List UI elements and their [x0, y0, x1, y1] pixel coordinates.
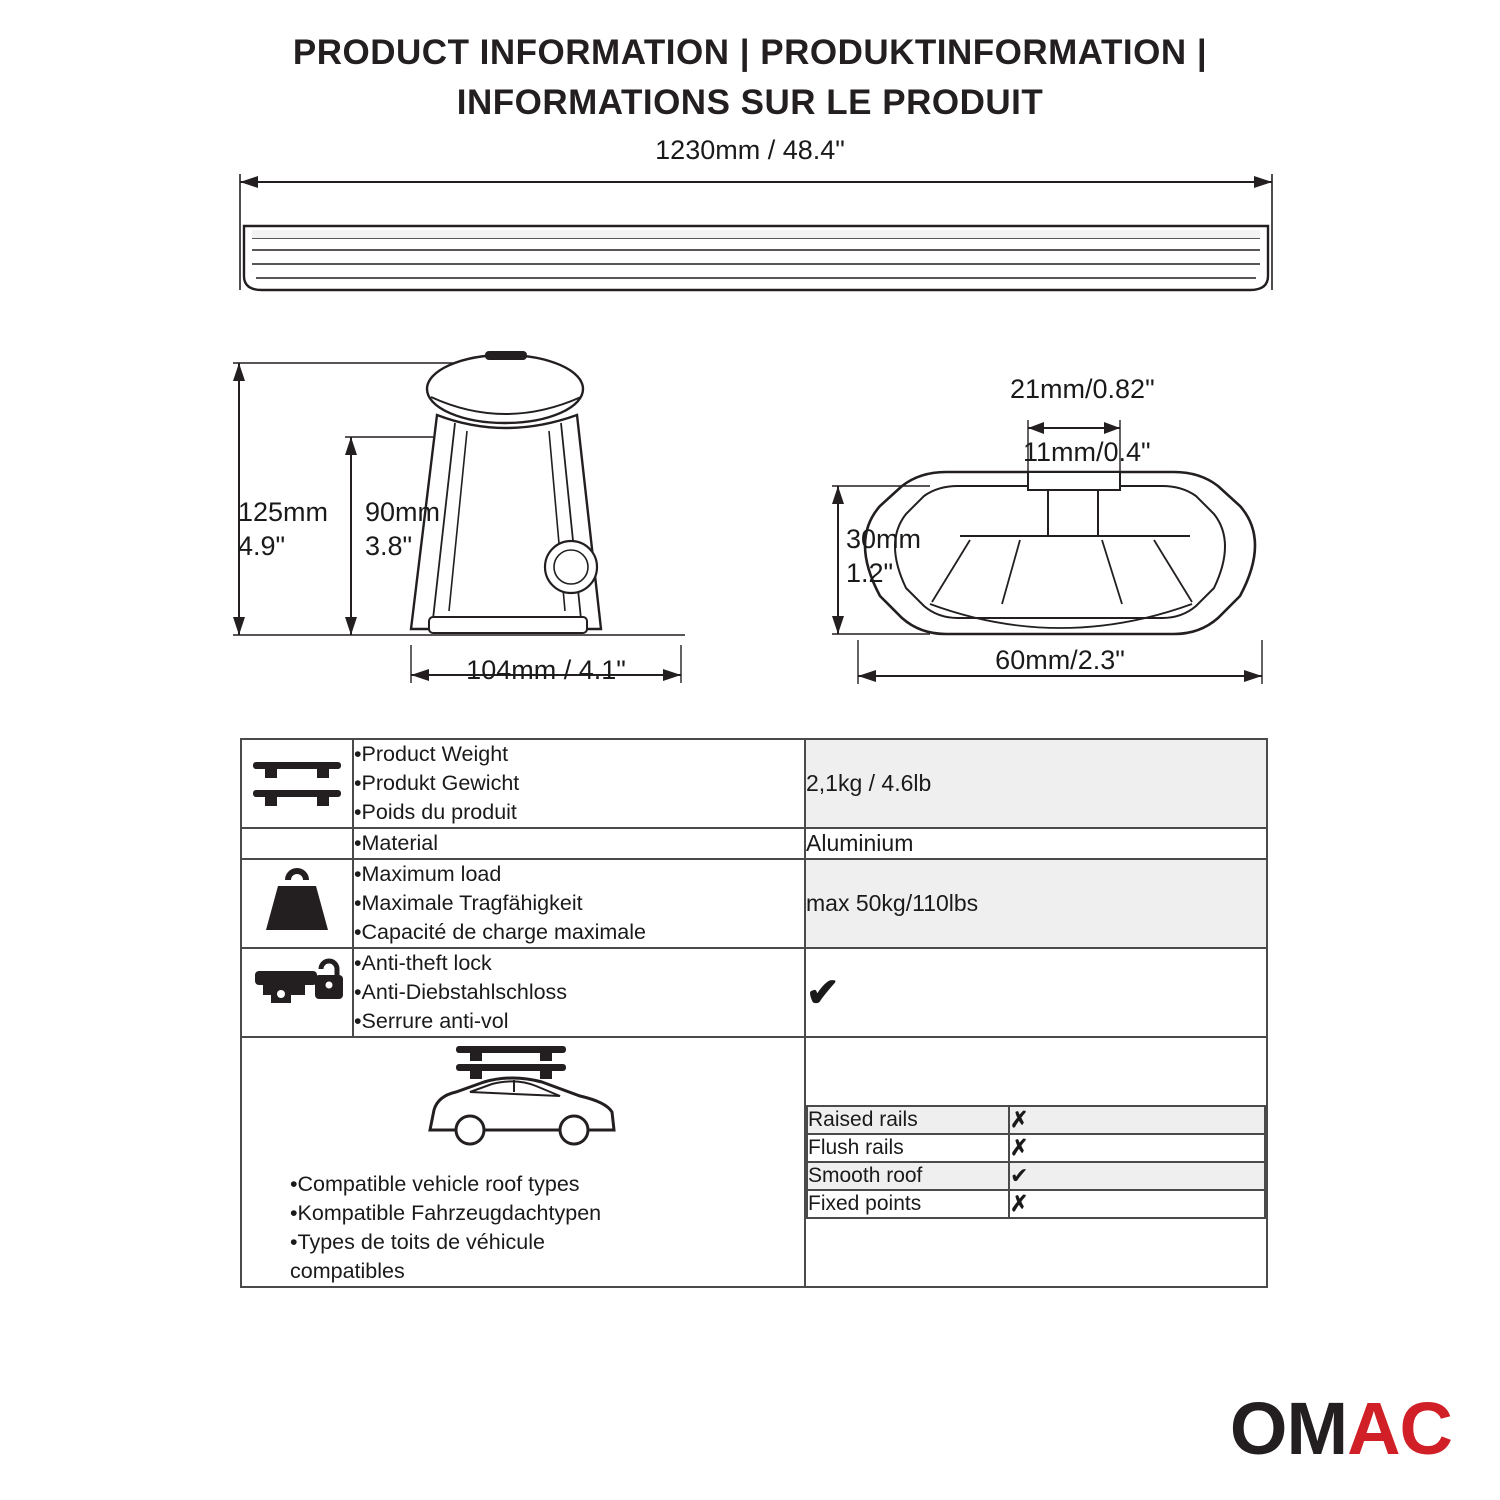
profile-height-value: 30mm — [846, 524, 922, 554]
max-load-value: max 50kg/110lbs — [805, 859, 1267, 948]
roof-option-name: Flush rails — [807, 1134, 1009, 1162]
anti-theft-value: ✔ — [805, 948, 1267, 1037]
foot-height-total-label — [238, 495, 358, 563]
table-row — [241, 859, 1267, 948]
label-line: •Maximale Tragfähigkeit — [354, 891, 583, 915]
roof-options-table — [806, 1105, 1266, 1219]
label-line: •Poids du produit — [354, 800, 517, 824]
label-line: •Compatible vehicle roof types — [290, 1172, 580, 1196]
crossbars-icon — [249, 746, 345, 816]
specification-table — [240, 738, 1268, 1288]
product-weight-labels — [353, 739, 805, 828]
table-row — [241, 739, 1267, 828]
roof-option-name: Fixed points — [807, 1190, 1009, 1218]
roof-option-mark: ✗ — [1009, 1190, 1265, 1218]
roof-option-name: Raised rails — [807, 1106, 1009, 1134]
roof-options-cell — [805, 1037, 1267, 1287]
foot-height-inner-label — [365, 495, 485, 563]
page-title — [0, 28, 1500, 128]
roof-types-labels — [242, 1170, 804, 1286]
foot-height-inner-value: 90mm — [365, 497, 441, 527]
label-line: •Kompatible Fahrzeugdachtypen — [290, 1201, 602, 1225]
label-line: •Types de toits de véhicule — [290, 1230, 545, 1254]
label-line: •Material — [354, 831, 438, 855]
logo-text-om: OM — [1229, 1387, 1348, 1470]
title-line-1: PRODUCT INFORMATION | PRODUKTINFORMATION | — [292, 33, 1208, 72]
foot-height-total-inch: 4.9" — [238, 531, 286, 561]
profile-slot-inner-label: 11mm/0.4" — [1023, 437, 1151, 467]
roof-option-row — [807, 1190, 1265, 1218]
label-line: •Anti-theft lock — [354, 951, 492, 975]
foot-height-inner-inch: 3.8" — [365, 531, 413, 561]
roof-option-name: Smooth roof — [807, 1162, 1009, 1190]
bar-length-label: 1230mm / 48.4" — [655, 135, 845, 165]
anti-theft-labels — [353, 948, 805, 1037]
material-value: Aluminium — [805, 828, 1267, 859]
material-icon-cell — [241, 828, 353, 859]
lock-icon-cell — [241, 948, 353, 1037]
profile-height-label — [846, 522, 921, 590]
label-line: •Anti-Diebstahlschloss — [354, 980, 568, 1004]
label-line: •Produkt Gewicht — [354, 771, 520, 795]
material-labels — [353, 828, 805, 859]
roof-option-mark: ✔ — [1009, 1162, 1265, 1190]
roof-option-row — [807, 1106, 1265, 1134]
lock-icon — [247, 951, 347, 1029]
profile-width-label: 60mm/2.3" — [995, 645, 1125, 675]
foot-width-label: 104mm / 4.1" — [466, 655, 626, 685]
label-line: •Maximum load — [354, 862, 502, 886]
omac-logo — [1229, 1387, 1452, 1470]
max-load-labels — [353, 859, 805, 948]
roof-option-mark: ✗ — [1009, 1106, 1265, 1134]
roof-option-row — [807, 1134, 1265, 1162]
foot-height-total-value: 125mm — [238, 497, 329, 527]
logo-text-ac: AC — [1347, 1387, 1452, 1470]
product-weight-value: 2,1kg / 4.6lb — [805, 739, 1267, 828]
title-line-2: INFORMATIONS SUR LE PRODUIT — [456, 83, 1044, 122]
label-line: •Serrure anti-vol — [354, 1009, 509, 1033]
profile-slot-outer-label: 21mm/0.82" — [1010, 374, 1155, 404]
table-row — [241, 828, 1267, 859]
car-with-rack-icon — [408, 1038, 638, 1158]
roof-option-row — [807, 1162, 1265, 1190]
table-row — [241, 1037, 1267, 1287]
crossbars-icon-cell — [241, 739, 353, 828]
label-line: compatibles — [290, 1259, 405, 1283]
roof-types-cell — [241, 1037, 805, 1287]
weight-icon — [258, 864, 336, 938]
weight-icon-cell — [241, 859, 353, 948]
label-line: •Capacité de charge maximale — [354, 920, 646, 944]
table-row — [241, 948, 1267, 1037]
label-line: •Product Weight — [354, 742, 509, 766]
roof-option-mark: ✗ — [1009, 1134, 1265, 1162]
profile-height-inch: 1.2" — [846, 558, 894, 588]
